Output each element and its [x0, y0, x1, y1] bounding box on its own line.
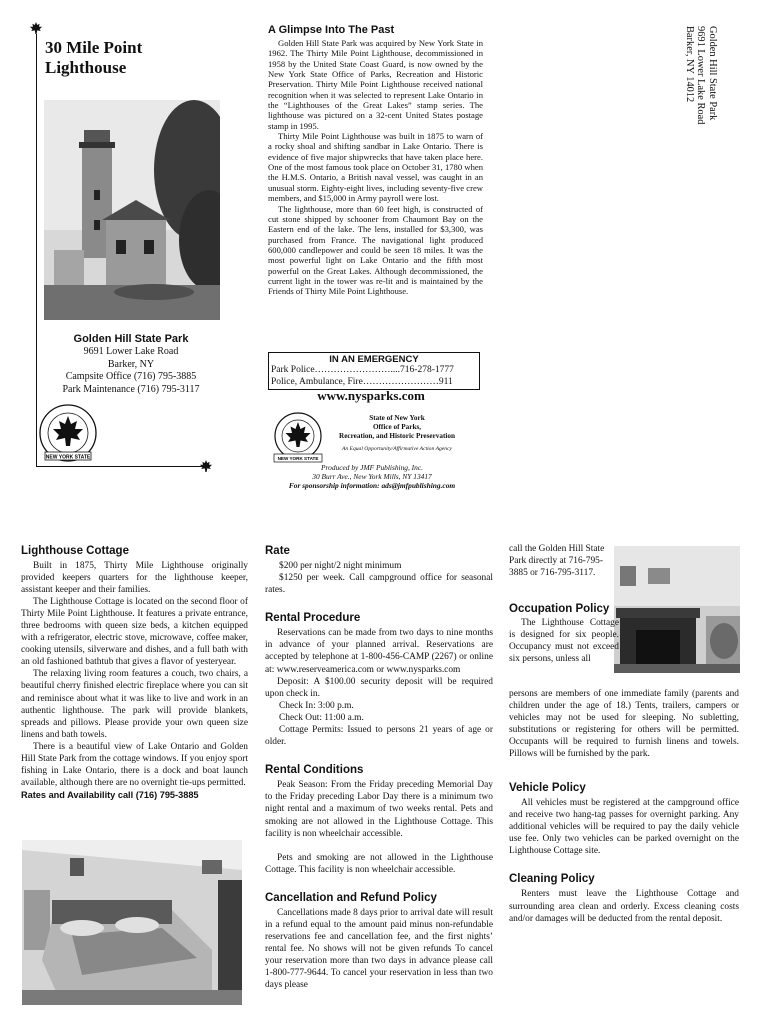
- cleaning-title: Cleaning Policy: [509, 873, 595, 886]
- continued-text: [509, 543, 609, 579]
- cottage-paragraph-2: The Lighthouse Cottage is located on the second floor of Thirty Mile Point Lighthouse. It features a private entrance, three bedrooms with queen size beds, a kitchen equipped with a refrigerator, electric stove, microwave, coffee maker, cooking utensils, silverware and dishes, and a full bath with an old fashioned bathtub that gives a flavor of yesteryear.: [21, 597, 248, 668]
- continued-phone-text: call the Golden Hill State Park directly at 716-795-3885 or 716-795-3117.: [509, 544, 605, 579]
- seal-text: NEW YORK STATE: [45, 454, 91, 461]
- publisher-line-3: For sponsorship information: ads@jmfpublishing.com: [288, 481, 456, 491]
- agency-line-3: Recreation, and Historic Preservation: [339, 432, 455, 440]
- emergency-phone: Police, Ambulance, Fire……………………911: [271, 376, 453, 387]
- cover-contact-block: [36, 332, 226, 396]
- cleaning-paragraph-1: Renters must leave the Lighthouse Cottage and surrounding area clean and orderly. Excess cleaning costs and/or damages will be deducted from the rental deposit.: [509, 889, 739, 924]
- occupation-section: [509, 602, 619, 665]
- rate-nightly: $200 per night/2 night minimum: [279, 561, 402, 571]
- cover-horizontal-rule: [36, 466, 206, 467]
- cancellation-paragraph-1: Cancellations made 8 days prior to arrival date will result in a refund equal to the amount paid minus non-refundable reservations fee and cancellation fee, and the first nights’ rental fee. No shows will not be given refunds To cancel your reservation more than two days in advance please call 1-800-777-9644. To cancel your reservation in less than two days please: [265, 907, 493, 991]
- bedroom-photo: [22, 840, 242, 1005]
- cottage-paragraph-1: Built in 1875, Thirty Mile Lighthouse originally provided keepers quarters for the lighthouse keeper, assistant keeper and their families.: [21, 561, 248, 596]
- right-column-policies: [509, 782, 739, 925]
- cleaning-body: [509, 888, 739, 924]
- occupation-body-b: [509, 688, 739, 761]
- seal-text: NEW YORK STATE: [277, 456, 319, 461]
- rate-body: [265, 560, 493, 596]
- maple-leaf-icon: [200, 460, 212, 472]
- cancellation-title: Cancellation and Refund Policy: [265, 891, 437, 904]
- rate-title: Rate: [265, 545, 290, 557]
- occupation-body-a: [509, 617, 619, 665]
- rental-procedure-deposit: Deposit: A $100.00 security deposit will be required upon check in.: [265, 676, 493, 699]
- living-room-photo: [614, 546, 740, 673]
- middle-column: [265, 545, 493, 992]
- cottage-paragraph-4: There is a beautiful view of Lake Ontario and Golden Hill State Park from the cottage windows. If you enjoy sport fishing in Lake Ontario, there is a dock and boat launch available, although there are no overnight tie-ups permitted.: [21, 741, 248, 788]
- publisher-line-1: Produced by JMF Publishing, Inc.: [321, 463, 423, 472]
- rental-conditions-paragraph-1: Peak Season: From the Friday preceding Memorial Day to the Friday preceding Labor Day there is a minimum two night rental and a maximum of two weeks rental. Pets and smoking are not allowed in the Lighthouse Cottage. This facility is non wheelchair accessible.: [265, 780, 493, 839]
- glimpse-section: [268, 24, 483, 297]
- publisher-block: [262, 463, 482, 491]
- rental-conditions-body: [265, 779, 493, 876]
- occupation-paragraph-1a: The Lighthouse Cottage is designed for six people. Occupancy must not exceed six persons, unless all: [509, 618, 619, 665]
- spine-line-3: Barker, NY 14012: [683, 26, 695, 103]
- rental-conditions-title: Rental Conditions: [265, 764, 364, 777]
- mailing-address: [683, 26, 718, 136]
- rate-weekly: $1250 per week. Call campground office for seasonal rates.: [265, 573, 493, 596]
- agency-name: [322, 414, 472, 441]
- vehicle-paragraph-1: All vehicles must be registered at the campground office and receive two hang-tag passes for overnight parking. Any additional vehicles will be required to pay the daily vehicle use fee. Only two vehicles can be parked overnight on the Lighthouse Cottage site.: [509, 798, 739, 857]
- agency-line-2: Office of Parks,: [372, 423, 422, 431]
- nys-seal-icon: [268, 410, 328, 464]
- cottage-permits: Cottage Permits: Issued to persons 21 years of age or older.: [265, 725, 493, 748]
- cottage-body: [21, 560, 248, 801]
- occupation-title: Occupation Policy: [509, 603, 610, 615]
- title-line-2: Lighthouse: [45, 58, 127, 77]
- rental-procedure-body: [265, 627, 493, 748]
- park-city: Barker, NY: [107, 358, 155, 370]
- occupation-paragraph-1b: persons are members of one immediate family (parents and children under the age of 18.) Tents, trailers, campers or vehicles may not be used for sleeping. No subletting, substitutions or registering for others will be permitted. Occupants will be required to furnish linens and towels. Pillows will be furnished by the park.: [509, 689, 739, 760]
- cancellation-body: [265, 907, 493, 992]
- cottage-paragraph-3: The relaxing living room features a couch, two chairs, a beautiful cherry finished electric fireplace where you can sit and reminisce about what it was like to live and work in an authentic lighthouse. The park will provide blankets, spreads and pillows. Please provide your own queen size linens and bath towels.: [21, 669, 248, 740]
- cottage-title: Lighthouse Cottage: [21, 545, 129, 557]
- glimpse-title: A Glimpse Into The Past: [268, 24, 395, 36]
- check-in-time: Check In: 3:00 p.m.: [279, 700, 354, 711]
- campsite-office-phone: Campsite Office (716) 795-3885: [65, 371, 197, 382]
- glimpse-paragraph-2: Thirty Mile Point Lighthouse was built in 1875 to warn of a rocky shoal and shifting sandbar in Lake Ontario. There is evidence of five major shipwrecks that have taken place here. One of the most famous took place on October 31, 1780 when the H.M.S. Ontario, a British naval vessel, was caught in an unusual storm. Eighty-eight lives, including seventy-five crew members, and $15,000 in Army payroll were lost.: [268, 131, 483, 204]
- vehicle-title: Vehicle Policy: [509, 782, 586, 794]
- nys-seal-icon: [37, 400, 99, 466]
- vehicle-body: [509, 797, 739, 857]
- rental-procedure-paragraph-1: Reservations can be made from two days to nine months in advance of your planned arrival. Reservations are accepted by telephone at 1-800-456-CAMP (2267) or online at: www.reserveamerica.com or www.nysparks.com: [265, 628, 493, 675]
- page-title: [45, 38, 142, 78]
- rental-conditions-paragraph-2: Pets and smoking are not allowed in the Lighthouse Cottage. This facility is non wheelchair accessible.: [265, 852, 493, 875]
- park-address: 9691 Lower Lake Road: [83, 346, 179, 357]
- title-line-1: 30 Mile Point: [45, 38, 143, 57]
- cottage-section: [21, 545, 248, 801]
- lighthouse-photo: [44, 100, 220, 320]
- spine-line-2: 9691 Lower Lake Road: [695, 26, 707, 125]
- agency-line-1: State of New York: [369, 414, 425, 422]
- rates-availability-phone: Rates and Availability call (716) 795-3885: [21, 789, 199, 800]
- glimpse-body: [268, 38, 483, 297]
- website-link[interactable]: www.nysparks.com: [317, 388, 425, 403]
- park-police-phone: Park Police……………………....716-278-1777: [271, 365, 454, 375]
- check-out-time: Check Out: 11:00 a.m.: [279, 712, 364, 723]
- maple-leaf-icon: [30, 22, 42, 34]
- eoe-statement: An Equal Opportunity/Affirmative Action Agency: [341, 446, 453, 452]
- publisher-line-2: 30 Burr Ave., New York Mills, NY 13417: [312, 472, 432, 482]
- glimpse-paragraph-1: Golden Hill State Park was acquired by New York State in 1962. The Thirty Mile Point Lighthouse, decommissioned in 1958 by the United State Coast Guard, is now owned by the New York State Office of Parks, Recreation and Historic Preservation. Thirty Mile Point Lighthouse received national recognition when it was selected to represent Lake Ontario in the “Lighthouses of the Great Lakes” stamp series. The lighthouse was pictured on a 32-cent United States postage stamp in 1995.: [268, 38, 483, 131]
- glimpse-paragraph-3: The lighthouse, more than 60 feet high, is constructed of cut stone shipped by schooner from Chaumont Bay on the Eastern end of the lake. The lens, installed for $3,300, was purchased from France. The navigational light produced 600,000 candlepower and could be seen 18 miles. It was the most powerful light on Lake Ontario and the fifth most powerful on the Great Lakes. Although decommissioned, the current light in the tower was re-lit and is maintained by the Friends of Thirty Mile Point Lighthouse.: [268, 203, 483, 297]
- spine-line-1: Golden Hill State Park: [707, 26, 718, 121]
- rental-procedure-title: Rental Procedure: [265, 612, 361, 625]
- emergency-box: [268, 352, 480, 390]
- park-name: Golden Hill State Park: [73, 333, 189, 345]
- park-maintenance-phone: Park Maintenance (716) 795-3117: [62, 383, 200, 395]
- emergency-title: IN AN EMERGENCY: [329, 354, 419, 365]
